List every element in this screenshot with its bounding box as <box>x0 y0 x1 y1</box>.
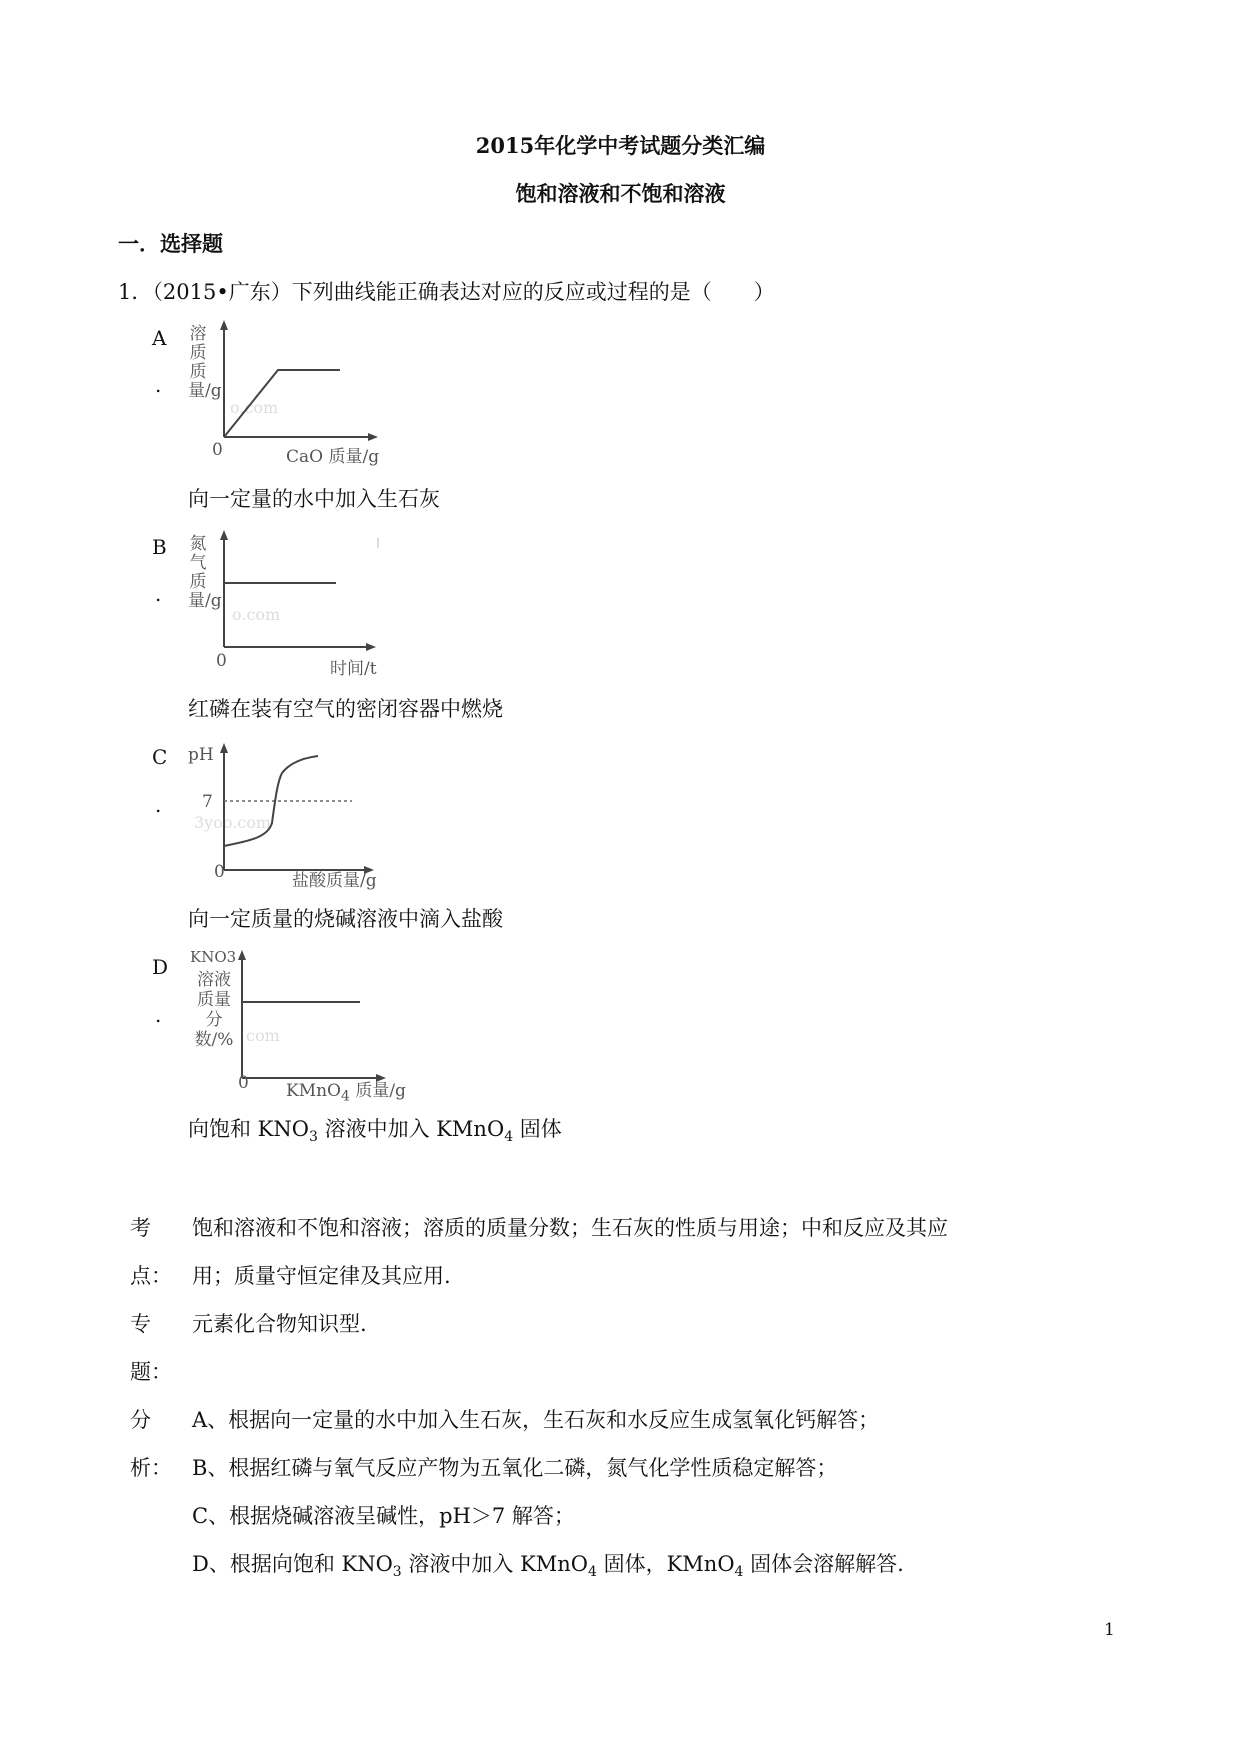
graph-c-watermark: 3yoo.com <box>194 813 272 832</box>
graph-d-x-label: KMnO$_4$ 质量/g <box>286 1081 406 1105</box>
fenxi-line-c: C、根据烧碱溶液呈碱性，pH＞7 解答； <box>192 1504 575 1528</box>
graph-c-origin: 0 <box>214 862 225 882</box>
option-dot-d: . <box>155 1003 162 1027</box>
question-text: 下列曲线能正确表达对应的反应或过程的是（ ） <box>291 280 775 304</box>
question-source: （2015•广东） <box>152 280 292 304</box>
option-caption-b: 红磷在装有空气的密闭容器中燃烧 <box>188 697 503 721</box>
question-number: 1． <box>118 280 153 304</box>
graph-d-y-label: 溶液质量分数/% <box>194 970 234 1050</box>
kaodian-line-1: 饱和溶液和不饱和溶液；溶质的质量分数；生石灰的性质与用途；中和反应及其应 <box>192 1216 948 1240</box>
zhuanti-label-1: 专 <box>130 1312 151 1336</box>
document-title: 2015年化学中考试题分类汇编 <box>475 133 766 158</box>
question-stem <box>118 276 775 306</box>
graph-b-origin: 0 <box>216 651 227 671</box>
kaodian-label-1: 考 <box>130 1216 151 1240</box>
graph-d-plot <box>238 950 398 1080</box>
graph-a-plot <box>220 320 380 440</box>
option-dot-c: . <box>155 793 162 817</box>
option-caption-a: 向一定量的水中加入生石灰 <box>188 487 440 511</box>
option-letter-a: A <box>152 326 167 350</box>
option-letter-c: C <box>152 745 168 769</box>
graph-b-y-label: 氮气质量/g <box>188 534 222 611</box>
graph-a-y-label: 溶质质量/g <box>188 324 222 401</box>
graph-d-origin: 0 <box>238 1073 249 1093</box>
fenxi-line-a: A、根据向一定量的水中加入生石灰，生石灰和水反应生成氢氧化钙解答； <box>192 1408 880 1432</box>
option-caption-c: 向一定质量的烧碱溶液中滴入盐酸 <box>188 907 503 931</box>
fenxi-label-2: 析： <box>130 1456 172 1480</box>
graph-b-watermark: o.com <box>232 605 281 624</box>
page-number: 1 <box>1104 1620 1115 1640</box>
graph-b-plot <box>220 530 380 650</box>
graph-a-x-label: CaO 质量/g <box>286 447 380 467</box>
option-dot-b: . <box>155 582 162 606</box>
option-caption-d: 向饱和 $KNO_3$ 溶液中加入 KMnO$_4$ 固体 <box>188 1117 562 1146</box>
graph-c-y-label: pH <box>188 745 214 765</box>
graph-c-plot <box>220 743 380 873</box>
option-dot-a: . <box>155 373 162 397</box>
option-letter-b: B <box>152 535 167 559</box>
graph-a-origin: 0 <box>212 440 223 460</box>
kaodian-line-2: 用；质量守恒定律及其应用. <box>192 1264 451 1288</box>
graph-b-x-label: 时间/t <box>330 659 377 679</box>
graph-c-x-label: 盐酸质量/g <box>292 871 377 891</box>
fenxi-line-d: D、根据向饱和 $KNO_3$ 溶液中加入 KMnO$_4$ 固体，KMnO$_4$ 固体会溶解解答. <box>192 1552 904 1581</box>
zhuanti-label-2: 题： <box>130 1360 172 1384</box>
option-letter-d: D <box>152 955 169 979</box>
section-heading: 一．选择题 <box>118 231 223 256</box>
document-subtitle: 饱和溶液和不饱和溶液 <box>515 181 726 206</box>
kaodian-label-2: 点： <box>130 1264 172 1288</box>
graph-d-y-label-top: KNO3 <box>190 948 237 966</box>
graph-d-watermark: com <box>246 1026 280 1045</box>
fenxi-label-1: 分 <box>130 1408 151 1432</box>
zhuanti-text: 元素化合物知识型. <box>192 1312 367 1336</box>
graph-c-tick-7: 7 <box>202 792 213 812</box>
graph-a-watermark: o.com <box>230 398 279 417</box>
fenxi-line-b: B、根据红磷与氧气反应产物为五氧化二磷，氮气化学性质稳定解答； <box>192 1456 838 1480</box>
